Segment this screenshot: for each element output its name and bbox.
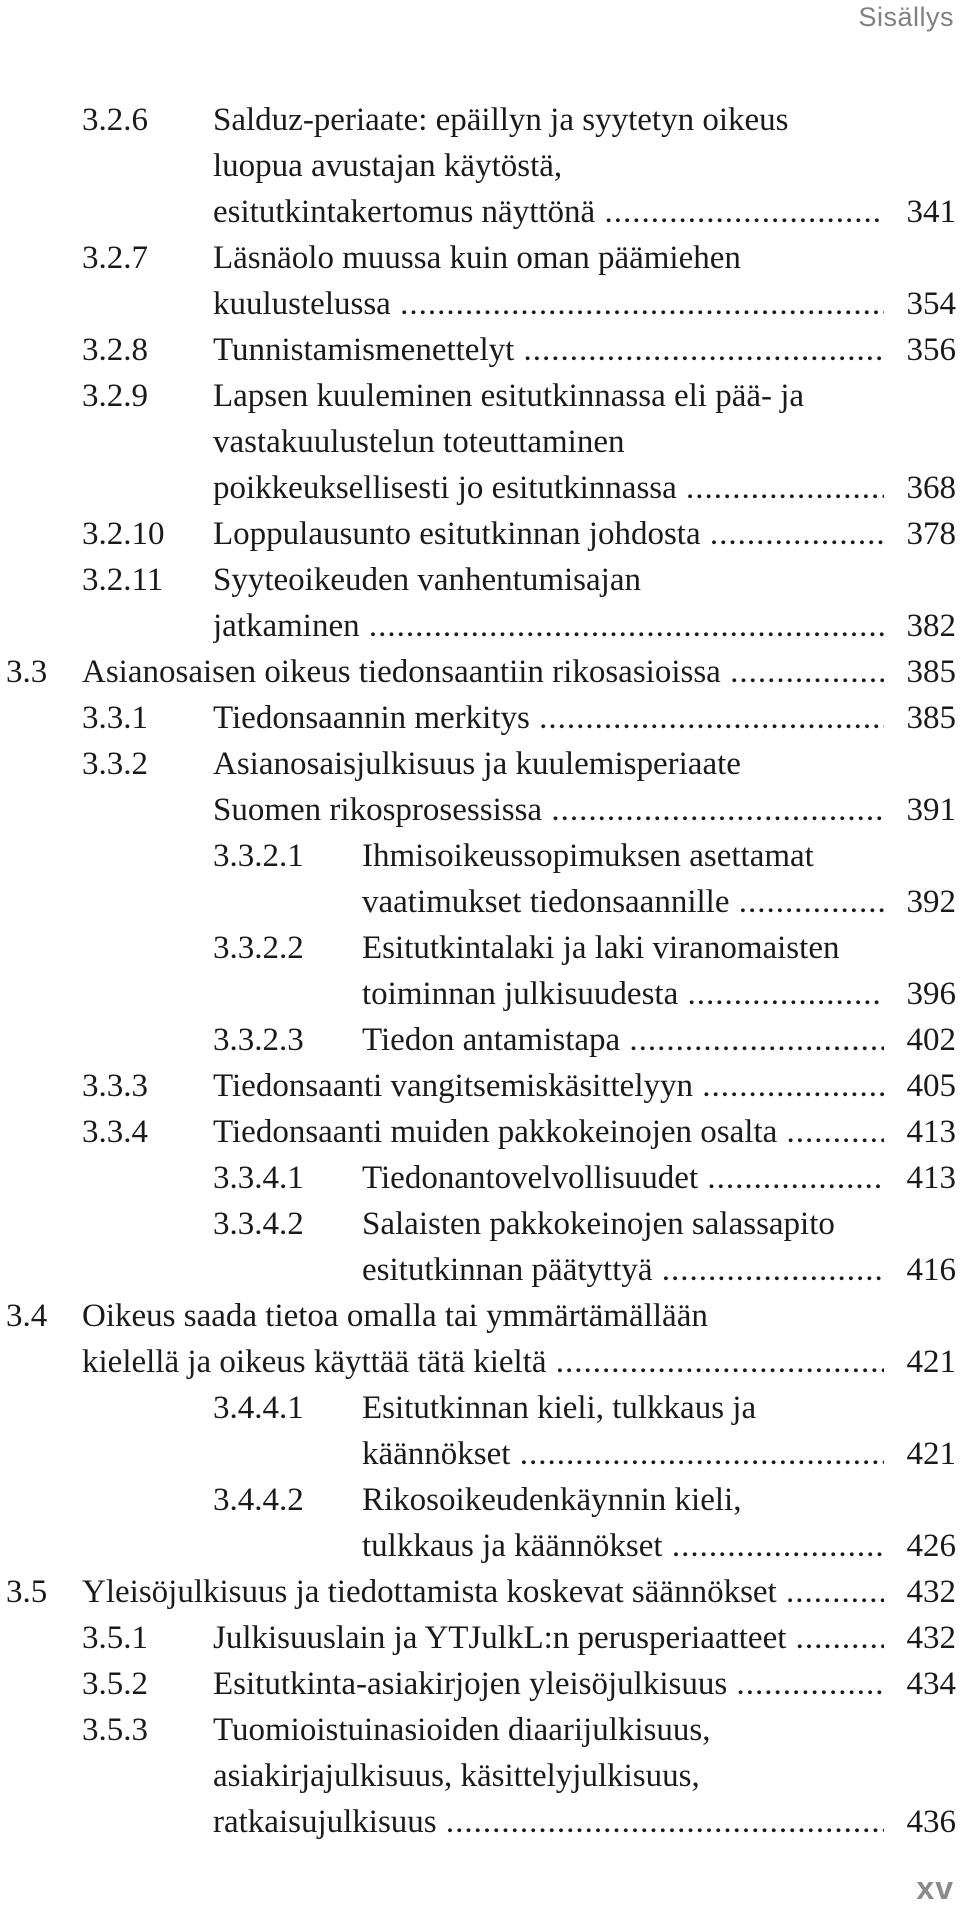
- toc-entry[interactable]: [0, 1477, 960, 1569]
- section-title: Julkisuuslain ja YTJulkL:n perusperiaatteet .....: [213, 1615, 884, 1661]
- page-ref: 385: [906, 654, 956, 690]
- section-title: Salduz-periaate: epäillyn ja syytetyn oikeus: [213, 102, 789, 138]
- toc-entry[interactable]: [0, 1201, 960, 1293]
- page-ref: 421: [906, 1344, 956, 1380]
- section-title: Esitutkinta-asiakirjojen yleisöjulkisuus .....: [213, 1661, 884, 1707]
- section-title: tulkkaus ja käännökset .....: [362, 1523, 884, 1569]
- toc-line: [0, 235, 960, 281]
- page-ref: 396: [906, 976, 956, 1012]
- section-title: Rikosoikeudenkäynnin kieli,: [362, 1482, 742, 1518]
- toc-line: [0, 1109, 960, 1155]
- toc-entry[interactable]: [0, 649, 960, 695]
- section-number: 3.3.2.1: [213, 838, 304, 874]
- toc-entry[interactable]: [0, 1707, 960, 1845]
- section-title: Syyteoikeuden vanhentumisajan: [213, 562, 641, 598]
- toc-line: [0, 1615, 960, 1661]
- section-title: ratkaisujulkisuus .....: [213, 1799, 884, 1845]
- section-title: Yleisöjulkisuus ja tiedottamista koskevat säännökset .....: [82, 1569, 884, 1615]
- section-title: Asianosaisjulkisuus ja kuulemisperiaate: [213, 746, 741, 782]
- table-of-contents: [0, 97, 960, 1845]
- toc-line: [0, 1799, 960, 1845]
- toc-line: [0, 1247, 960, 1293]
- section-title: Tiedonantovelvollisuudet .....: [362, 1155, 884, 1201]
- section-title: Tunnistamismenettelyt .....: [213, 327, 884, 373]
- section-number: 3.4.4.1: [213, 1390, 304, 1426]
- section-title: esitutkinnan päätyttyä .....: [362, 1247, 884, 1293]
- toc-entry[interactable]: [0, 235, 960, 327]
- section-number: 3.4: [6, 1298, 48, 1334]
- section-title: Loppulausunto esitutkinnan johdosta .....: [213, 511, 884, 557]
- section-title: asiakirjajulkisuus, käsittelyjulkisuus,: [213, 1758, 700, 1794]
- section-title: Esitutkintalaki ja laki viranomaisten: [362, 930, 840, 966]
- section-title: Asianosaisen oikeus tiedonsaantiin rikosasioissa .....: [82, 649, 884, 695]
- toc-line: [0, 557, 960, 603]
- toc-entry[interactable]: [0, 1293, 960, 1385]
- toc-entry[interactable]: [0, 833, 960, 925]
- toc-entry[interactable]: [0, 1109, 960, 1155]
- page-ref: 341: [906, 194, 956, 230]
- page-ref: 421: [906, 1436, 956, 1472]
- toc-line: [0, 97, 960, 143]
- section-title: poikkeuksellisesti jo esitutkinnassa .....: [213, 465, 884, 511]
- toc-entry[interactable]: [0, 327, 960, 373]
- toc-entry[interactable]: [0, 557, 960, 649]
- page-ref: 413: [906, 1160, 956, 1196]
- section-number: 3.2.9: [82, 378, 148, 414]
- section-title: Lapsen kuuleminen esitutkinnassa eli pää- ja: [213, 378, 805, 414]
- toc-line: [0, 327, 960, 373]
- section-number: 3.3: [6, 654, 48, 690]
- section-title: Esitutkinnan kieli, tulkkaus ja: [362, 1390, 757, 1426]
- section-number: 3.5: [6, 1574, 48, 1610]
- section-number: 3.2.7: [82, 240, 148, 276]
- toc-line: [0, 1293, 960, 1339]
- section-number: 3.5.2: [82, 1666, 148, 1702]
- section-title: Salaisten pakkokeinojen salassapito: [362, 1206, 835, 1242]
- page-ref: 368: [906, 470, 956, 506]
- toc-line: [0, 1477, 960, 1523]
- toc-line: [0, 925, 960, 971]
- section-title: kuulustelussa .....: [213, 281, 884, 327]
- toc-entry[interactable]: [0, 1063, 960, 1109]
- section-number: 3.3.4: [82, 1114, 148, 1150]
- section-number: 3.5.1: [82, 1620, 148, 1656]
- page-ref: 426: [906, 1528, 956, 1564]
- section-number: 3.2.6: [82, 102, 148, 138]
- section-number: 3.2.10: [82, 516, 165, 552]
- toc-line: [0, 419, 960, 465]
- toc-entry[interactable]: [0, 741, 960, 833]
- section-title: Tuomioistuinasioiden diaarijulkisuus,: [213, 1712, 711, 1748]
- section-title: käännökset .....: [362, 1431, 884, 1477]
- page-ref: 416: [906, 1252, 956, 1288]
- section-number: 3.2.8: [82, 332, 148, 368]
- toc-line: [0, 787, 960, 833]
- toc-entry[interactable]: [0, 1615, 960, 1661]
- toc-line: [0, 465, 960, 511]
- page-ref: 385: [906, 700, 956, 736]
- section-title: vastakuulustelun toteuttaminen: [213, 424, 625, 460]
- toc-line: [0, 143, 960, 189]
- toc-entry[interactable]: [0, 97, 960, 235]
- toc-line: [0, 1707, 960, 1753]
- toc-entry[interactable]: [0, 695, 960, 741]
- page-ref: 432: [906, 1620, 956, 1656]
- section-number: 3.5.3: [82, 1712, 148, 1748]
- section-title: Tiedonsaanti vangitsemiskäsittelyyn .....: [213, 1063, 884, 1109]
- section-title: jatkaminen .....: [213, 603, 884, 649]
- toc-entry[interactable]: [0, 1155, 960, 1201]
- page-ref: 434: [906, 1666, 956, 1702]
- section-title: Tiedonsaannin merkitys .....: [213, 695, 884, 741]
- section-number: 3.4.4.2: [213, 1482, 304, 1518]
- toc-entry[interactable]: [0, 1569, 960, 1615]
- page-ref: 378: [906, 516, 956, 552]
- toc-entry[interactable]: [0, 511, 960, 557]
- section-number: 3.3.2.3: [213, 1022, 304, 1058]
- toc-entry[interactable]: [0, 1385, 960, 1477]
- toc-line: [0, 189, 960, 235]
- page-ref: 413: [906, 1114, 956, 1150]
- toc-line: [0, 879, 960, 925]
- section-title: Oikeus saada tietoa omalla tai ymmärtämällään: [82, 1298, 708, 1334]
- toc-line: [0, 1753, 960, 1799]
- toc-line: [0, 511, 960, 557]
- page-ref: 382: [906, 608, 956, 644]
- toc-line: [0, 1431, 960, 1477]
- toc-line: [0, 1339, 960, 1385]
- toc-entry[interactable]: [0, 925, 960, 1017]
- toc-line: [0, 373, 960, 419]
- toc-line: [0, 1523, 960, 1569]
- section-title: vaatimukset tiedonsaannille .....: [362, 879, 884, 925]
- toc-entry[interactable]: [0, 1661, 960, 1707]
- toc-line: [0, 603, 960, 649]
- section-title: kielellä ja oikeus käyttää tätä kieltä .....: [82, 1339, 884, 1385]
- section-title: toiminnan julkisuudesta .....: [362, 971, 884, 1017]
- page-ref: 391: [906, 792, 956, 828]
- toc-line: [0, 1569, 960, 1615]
- page-ref: 405: [906, 1068, 956, 1104]
- section-number: 3.3.1: [82, 700, 148, 736]
- section-number: 3.3.3: [82, 1068, 148, 1104]
- page-ref: 392: [906, 884, 956, 920]
- section-number: 3.3.2: [82, 746, 148, 782]
- toc-line: [0, 1201, 960, 1247]
- running-header: Sisällys: [858, 2, 954, 32]
- section-number: 3.3.2.2: [213, 930, 304, 966]
- toc-line: [0, 1661, 960, 1707]
- section-title: Tiedonsaanti muiden pakkokeinojen osalta .....: [213, 1109, 884, 1155]
- section-number: 3.3.4.1: [213, 1160, 304, 1196]
- section-title: luopua avustajan käytöstä,: [213, 148, 563, 184]
- section-number: 3.2.11: [82, 562, 164, 598]
- section-title: Ihmisoikeussopimuksen asettamat: [362, 838, 814, 874]
- toc-line: [0, 971, 960, 1017]
- section-number: 3.3.4.2: [213, 1206, 304, 1242]
- page-ref: 436: [906, 1804, 956, 1840]
- page-ref: 432: [906, 1574, 956, 1610]
- toc-line: [0, 1063, 960, 1109]
- page-ref: 402: [906, 1022, 956, 1058]
- toc-line: [0, 1155, 960, 1201]
- toc-line: [0, 649, 960, 695]
- toc-entry[interactable]: [0, 1017, 960, 1063]
- page-number: xv: [916, 1870, 954, 1906]
- toc-line: [0, 1385, 960, 1431]
- toc-line: [0, 833, 960, 879]
- section-title: Suomen rikosprosessissa .....: [213, 787, 884, 833]
- toc-line: [0, 1017, 960, 1063]
- page-ref: 356: [906, 332, 956, 368]
- toc-line: [0, 695, 960, 741]
- toc-line: [0, 741, 960, 787]
- toc-line: [0, 281, 960, 327]
- page-ref: 354: [906, 286, 956, 322]
- section-title: Läsnäolo muussa kuin oman päämiehen: [213, 240, 741, 276]
- section-title: esitutkintakertomus näyttönä .....: [213, 189, 884, 235]
- toc-entry[interactable]: [0, 373, 960, 511]
- section-title: Tiedon antamistapa .....: [362, 1017, 884, 1063]
